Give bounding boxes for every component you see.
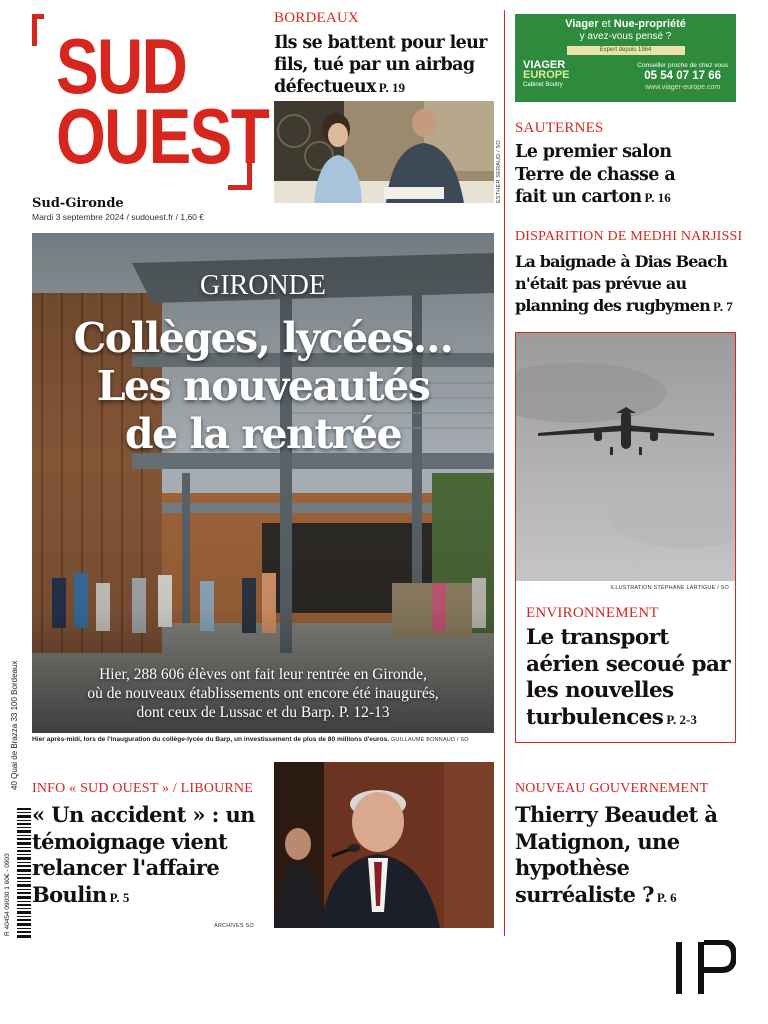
hero-title-line-3: de la rentrée	[124, 410, 402, 458]
story-env-page-ref: P. 2-3	[666, 711, 697, 727]
hero-subtitle-line-1: Hier, 288 606 élèves ont fait leur rentrée en Gironde,	[99, 666, 427, 683]
ad-bottom	[515, 55, 736, 93]
ad-brand-1: VIAGER	[523, 59, 566, 71]
column-divider-2	[504, 762, 505, 936]
edition-name: Sud-Gironde	[32, 196, 124, 211]
ad-brand-2: EUROPE	[523, 69, 570, 81]
story-boulin-headline-text: « Un accident » : un témoignage vient relancer l'affaire Boulin	[32, 802, 255, 907]
logo-bracket-top-left	[32, 14, 44, 46]
story-env-headline-text: Le transport aérien secoué par les nouvelles turbulences	[526, 625, 731, 730]
hero-title[interactable]	[32, 314, 494, 458]
hero-caption-text: Hier après-midi, lors de l'inauguration du collège-lycée du Barp, un investissement de plus de 80 millions d'euros.	[32, 736, 390, 743]
ad-headline: Viager et Nue-propriété	[565, 18, 686, 30]
story-boulin-headline[interactable]	[32, 802, 264, 911]
story-boulin-kicker: INFO « SUD OUEST » / LIBOURNE	[32, 781, 253, 796]
dateline: Mardi 3 septembre 2024 / sudouest.fr / 1,60 €	[32, 212, 204, 222]
signature-glyph-svg	[676, 940, 736, 996]
parents-photo-illustration	[274, 101, 494, 203]
hero-subtitle-line-2: où de nouveaux établissements ont encore été inaugurés,	[87, 685, 439, 702]
barcode	[17, 808, 31, 938]
story-gov-page-ref: P. 6	[656, 889, 677, 905]
logo-line-2: OUEST	[56, 92, 269, 180]
story-env-photo-credit: ILLUSTRATION STÉPHANE LARTIGUE / SO	[610, 585, 729, 591]
airplane-icon	[516, 333, 735, 581]
ad-website[interactable]: www.viager-europe.com	[645, 84, 721, 91]
story-boulin-photo-credit: ARCHIVES SO	[214, 923, 254, 929]
hero-subtitle-line-3: dont ceux de Lussac et du Barp. P. 12-13	[136, 704, 390, 721]
ad-phone[interactable]: 05 54 07 17 66	[644, 70, 722, 82]
story-gov-kicker: NOUVEAU GOUVERNEMENT	[515, 781, 709, 796]
story-bordeaux-kicker: BORDEAUX	[274, 10, 359, 26]
story-bordeaux-headline-text: Ils se battent pour leur fils, tué par un airbag défectueux	[274, 33, 487, 97]
story-boulin-photo[interactable]	[274, 762, 494, 928]
story-dias-page-ref: P. 7	[713, 299, 733, 314]
signature-glyph-icon	[676, 940, 736, 996]
ad-brand	[523, 60, 569, 93]
barcode-text: R 40454 09030 1 60€ - 0903	[4, 853, 11, 936]
school-building-illustration	[32, 233, 494, 733]
logo-line-1: SUD	[56, 22, 187, 110]
story-env-box[interactable]	[515, 332, 736, 743]
story-sauternes-page-ref: P. 16	[644, 190, 671, 205]
story-boulin-page-ref: P. 5	[109, 889, 130, 905]
story-bordeaux-headline[interactable]	[274, 32, 496, 99]
ad-contact	[637, 60, 728, 93]
masthead-logo	[32, 14, 269, 190]
hero-subtitle	[32, 665, 494, 722]
story-bordeaux-photo[interactable]	[274, 101, 494, 203]
story-dias-headline[interactable]	[515, 251, 743, 318]
viager-europe-ad[interactable]	[515, 14, 736, 102]
hero-title-line-1: Collèges, lycées…	[73, 314, 453, 362]
story-dias-headline-text: La baignade à Dias Beach n'était pas prévue au planning des rugbymen	[515, 252, 728, 315]
story-env-kicker: ENVIRONNEMENT	[526, 605, 659, 621]
hero-photo[interactable]	[32, 233, 494, 733]
story-sauternes-kicker: SAUTERNES	[515, 120, 604, 136]
side-address: 40 Quai de Brazza 33 100 Bordeaux	[10, 660, 19, 790]
ad-brand-3: Cabinet Boutry	[523, 82, 563, 88]
story-bordeaux-page-ref: P. 19	[378, 80, 406, 95]
ad-banner: Expert depuis 1964	[567, 46, 685, 55]
story-sauternes-headline-text: Le premier salon Terre de chasse a fait un carton	[515, 142, 676, 207]
ad-subline: y avez-vous pensé ?	[579, 31, 672, 42]
hero-title-line-2: Les nouveautés	[96, 362, 430, 410]
hero-kicker: GIRONDE	[200, 270, 326, 301]
story-gov-headline-text: Thierry Beaudet à Matignon, une hypothèse surréaliste ?	[515, 802, 718, 907]
story-env-headline	[526, 625, 731, 733]
portrait-illustration	[274, 762, 494, 928]
story-gov-headline[interactable]	[515, 802, 730, 911]
hero-caption-credit: GUILLAUME BONNAUD / SO	[390, 737, 469, 743]
story-dias-kicker: DISPARITION DE MEDHI NARJISSI	[515, 229, 743, 244]
story-bordeaux-photo-credit: ESTHER SERAUD / SO	[496, 140, 502, 203]
airplane-photo	[516, 333, 735, 581]
hero-caption	[32, 736, 502, 743]
story-sauternes-headline[interactable]	[515, 141, 705, 210]
ad-contact-label: Conseiller proche de chez vous	[637, 62, 728, 69]
barcode-icon	[17, 808, 31, 938]
